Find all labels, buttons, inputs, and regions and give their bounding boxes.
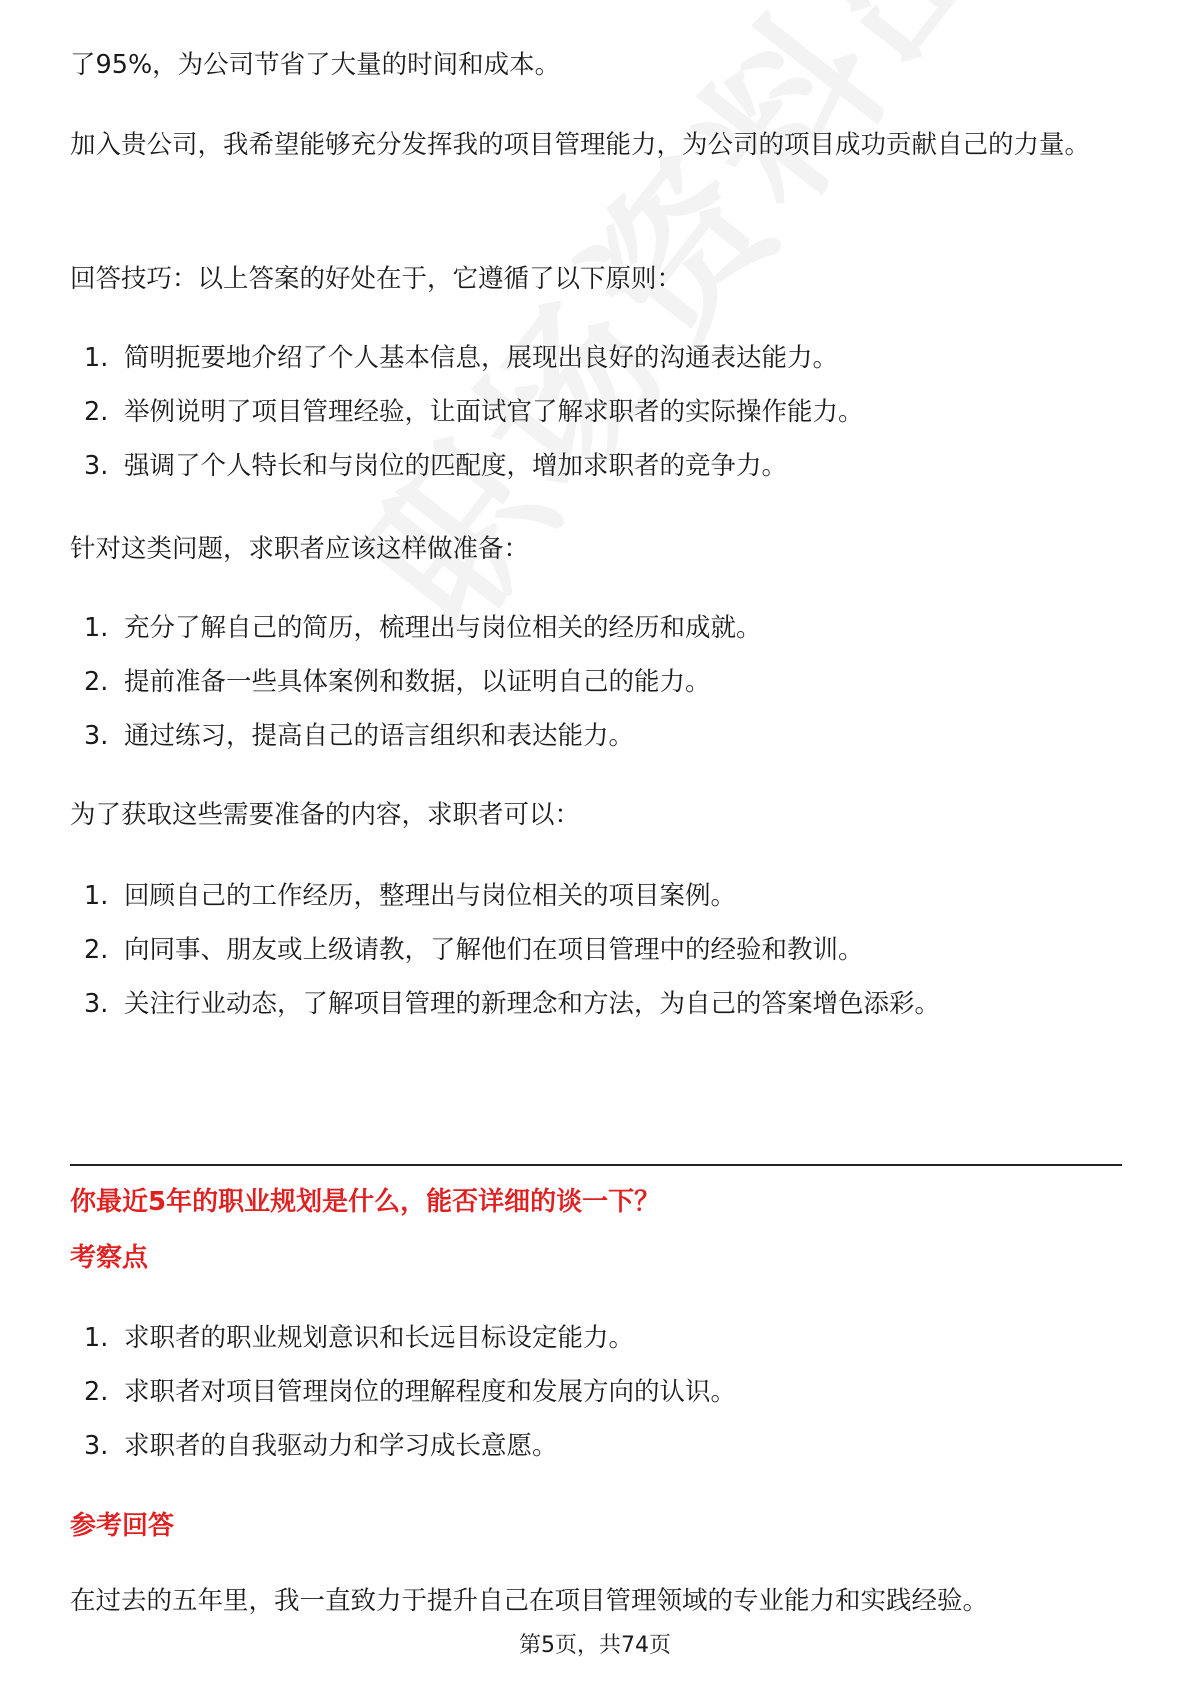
paragraph-cost-saving: 了95%，为公司节省了大量的时间和成本。 xyxy=(70,50,561,80)
list-item: 3. 通过练习，提高自己的语言组织和表达能力。 xyxy=(84,721,635,751)
list-item: 2. 举例说明了项目管理经验，让面试官了解求职者的实际操作能力。 xyxy=(84,397,864,427)
list-item: 2. 求职者对项目管理岗位的理解程度和发展方向的认识。 xyxy=(84,1377,737,1407)
list-item: 1. 回顾自己的工作经历，整理出与岗位相关的项目案例。 xyxy=(84,881,737,911)
section-divider xyxy=(70,1164,1122,1166)
list-item: 1. 简明扼要地介绍了个人基本信息，展现出良好的沟通表达能力。 xyxy=(84,343,839,373)
paragraph-obtain-intro: 为了获取这些需要准备的内容，求职者可以： xyxy=(70,800,581,830)
answer-heading: 参考回答 xyxy=(70,1511,175,1541)
list-item: 3. 求职者的自我驱动力和学习成长意愿。 xyxy=(84,1431,558,1461)
list-item: 1. 充分了解自己的简历，梳理出与岗位相关的经历和成就。 xyxy=(84,613,762,643)
paragraph-join-company: 加入贵公司，我希望能够充分发挥我的项目管理能力，为公司的项目成功贡献自己的力量。 xyxy=(70,130,1091,160)
focus-heading: 考察点 xyxy=(70,1243,149,1273)
list-item: 3. 强调了个人特长和与岗位的匹配度，增加求职者的竞争力。 xyxy=(84,451,788,481)
question-title: 你最近5年的职业规划是什么，能否详细的谈一下？ xyxy=(70,1187,661,1217)
list-item: 2. 提前准备一些具体案例和数据，以证明自己的能力。 xyxy=(84,667,711,697)
paragraph-preparation-intro: 针对这类问题，求职者应该这样做准备： xyxy=(70,534,530,564)
paragraph-answer-start: 在过去的五年里，我一直致力于提升自己在项目管理领域的专业能力和实践经验。 xyxy=(70,1586,989,1616)
paragraph-answer-tips: 回答技巧：以上答案的好处在于，它遵循了以下原则： xyxy=(70,264,683,294)
list-item: 1. 求职者的职业规划意识和长远目标设定能力。 xyxy=(84,1323,635,1353)
list-item: 3. 关注行业动态，了解项目管理的新理念和方法，为自己的答案增色添彩。 xyxy=(84,989,941,1019)
list-item: 2. 向同事、朋友或上级请教，了解他们在项目管理中的经验和教训。 xyxy=(84,935,864,965)
page-number: 第5页，共74页 xyxy=(519,1633,671,1658)
